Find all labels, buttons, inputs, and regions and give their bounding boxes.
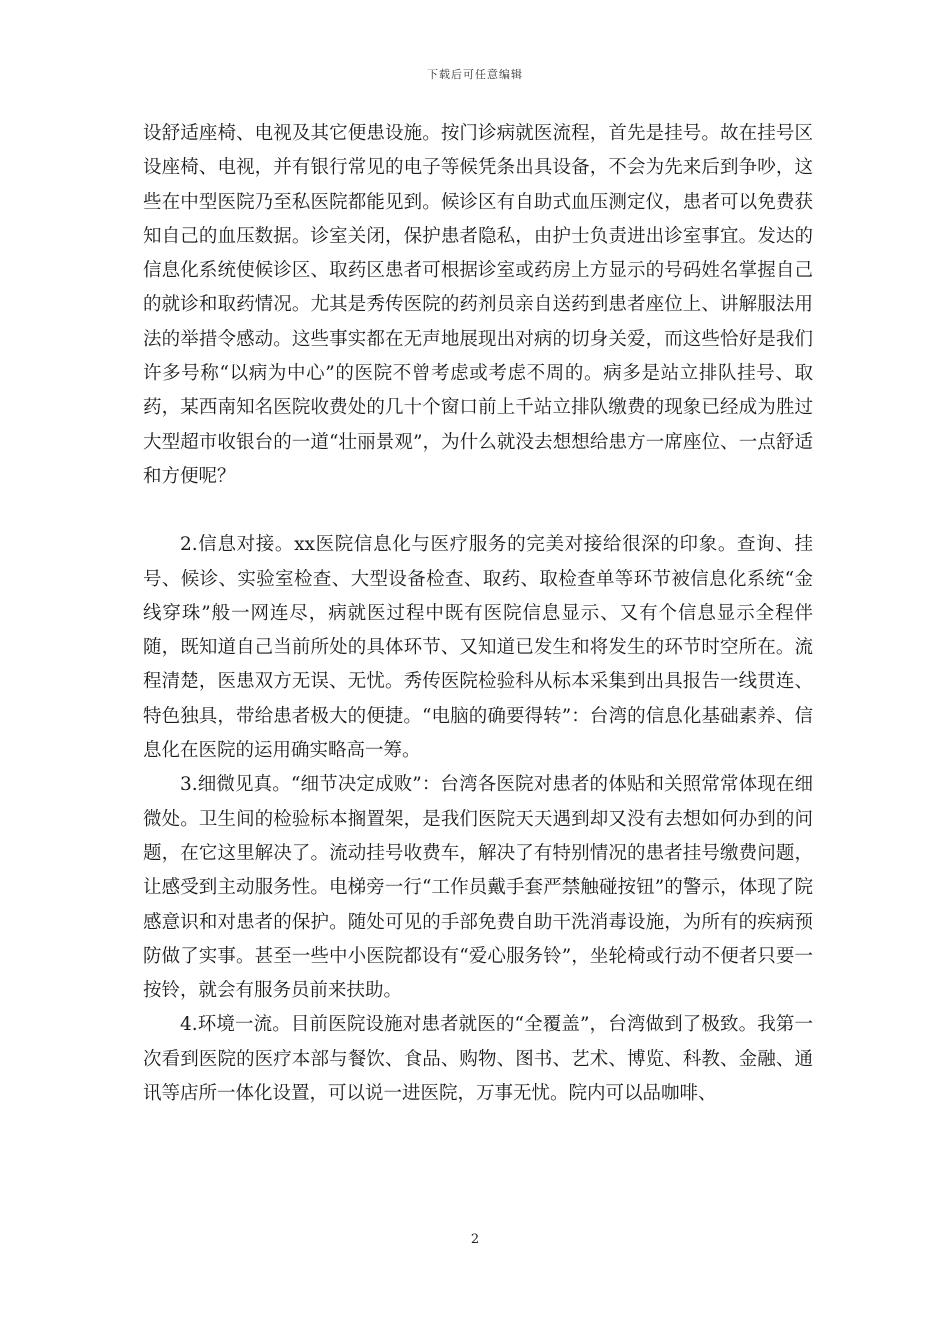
document-body [143,117,813,1111]
page-number: 2 [470,1232,480,1247]
page-header: 下载后可任意编辑 [427,68,523,81]
paragraph-attention-to-detail: 3.细微见真。“细节决定成败”：台湾各医院对患者的体贴和关照常常体现在细微处。卫生间的检验标本搁置架，是我们医院天天遇到却又没有去想如何办到的问题，在它这里解决了。流动挂号收费车，解决了有特别情况的患者挂号缴费问题，让感受到主动服务性。电梯旁一行“工作员戴手套严禁触碰按钮”的警示，体现了院感意识和对患者的保护。随处可见的手部免费自助干洗消毒设施，为所有的疾病预防做了实事。甚至一些中小医院都设有“爱心服务铃”，坐轮椅或行动不便者只要一按铃，就会有服务员前来扶助。 [143,774,813,1002]
paragraph-environment: 4.环境一流。目前医院设施对患者就医的“全覆盖”，台湾做到了极致。我第一次看到医院的医疗本部与餐饮、食品、购物、图书、艺术、博览、科教、金融、通讯等店所一体化设置，可以说一进医院，万事无忧。院内可以品咖啡、 [143,1014,813,1105]
paragraph-facilities: 设舒适座椅、电视及其它便患设施。按门诊病就医流程，首先是挂号。故在挂号区设座椅、电视，并有银行常见的电子等候凭条出具设备，不会为先来后到争吵，这些在中型医院乃至私医院都能见到。候诊区有自助式血压测定仪，患者可以免费获知自己的血压数据。诊室关闭，保护患者隐私，由护士负责进出诊室事宜。发达的信息化系统使候诊区、取药区患者可根据诊室或药房上方显示的号码姓名掌握自己的就诊和取药情况。尤其是秀传医院的药剂员亲自送药到患者座位上、讲解服法用法的举措令感动。这些事实都在无声地展现出对病的切身关爱，而这些恰好是我们许多号称“以病为中心”的医院不曾考虑或考虑不周的。病多是站立排队挂号、取药，某西南知名医院收费处的几十个窗口前上千站立排队缴费的现象已经成为胜过大型超市收银台的一道“壮丽景观”，为什么就没去想想给患方一席座位、一点舒适和方便呢？ [143,123,813,487]
paragraph-information-integration: 2.信息对接。xx医院信息化与医疗服务的完美对接给很深的印象。查询、挂号、候诊、实验室检查、大型设备检查、取药、取检查单等环节被信息化系统“金线穿珠”般一网连尽，病就医过程中既有医院信息显示、又有个信息显示全程伴随，既知道自己当前所处的具体环节、又知道已发生和将发生的环节时空所在。流程清楚，医患双方无误、无忧。秀传医院检验科从标本采集到出具报告一线贯连、特色独具，带给患者极大的便捷。“电脑的确要得转”：台湾的信息化基础素养、信息化在医院的运用确实略高一筹。 [143,534,813,762]
